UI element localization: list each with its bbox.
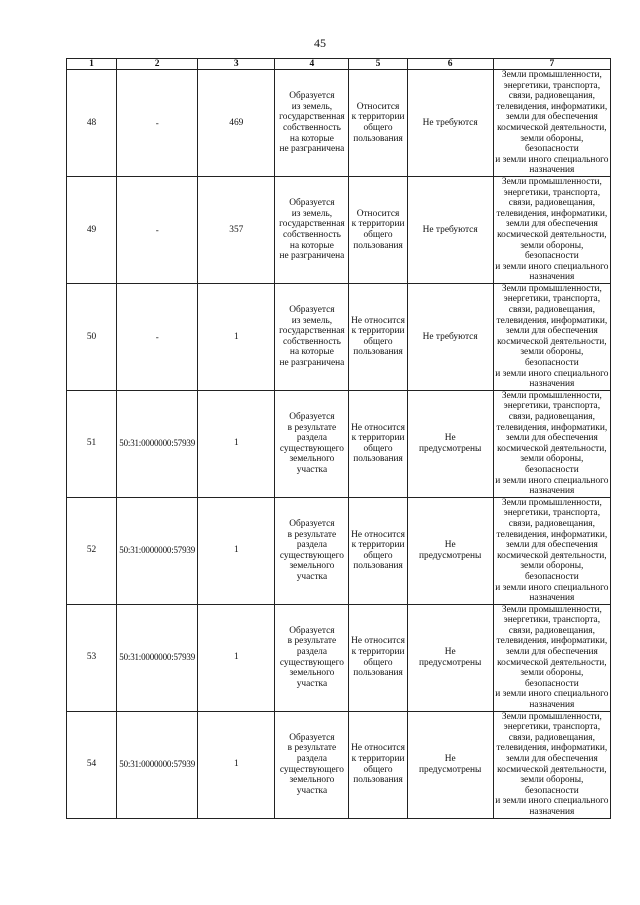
cadastral-number: 50:31:0000000:57939 xyxy=(117,390,198,497)
cadastral-number: 50:31:0000000:57939 xyxy=(117,711,198,818)
row-number: 54 xyxy=(67,711,117,818)
land-category: Земли промышленности, энергетики, транспорта, связи, радиовещания, телевидения, информатики, земли для обеспечения космической деятельности, земли обороны, безопасности и земли иного специального назначения xyxy=(493,390,610,497)
table-row xyxy=(67,70,611,177)
requirement: Не предусмотрены xyxy=(407,497,493,604)
requirement: Не требуются xyxy=(407,283,493,390)
table-row xyxy=(67,283,611,390)
formation-method: Образуется в результате раздела существующего земельного участка xyxy=(275,711,349,818)
table-row xyxy=(67,176,611,283)
requirement: Не требуются xyxy=(407,176,493,283)
territory-status: Не относится к территории общего пользования xyxy=(349,283,407,390)
table-row xyxy=(67,390,611,497)
territory-status: Не относится к территории общего пользования xyxy=(349,604,407,711)
row-number: 50 xyxy=(67,283,117,390)
row-number: 51 xyxy=(67,390,117,497)
cadastral-number: 50:31:0000000:57939 xyxy=(117,497,198,604)
page-number: 45 xyxy=(314,36,326,50)
territory-status: Относится к территории общего пользования xyxy=(349,70,407,177)
formation-method: Образуется в результате раздела существующего земельного участка xyxy=(275,604,349,711)
header-col-4: 4 xyxy=(275,59,349,70)
table-row xyxy=(67,711,611,818)
formation-method: Образуется из земель, государственная собственность на которые не разграничена xyxy=(275,283,349,390)
requirement: Не требуются xyxy=(407,70,493,177)
row-number: 48 xyxy=(67,70,117,177)
territory-status: Не относится к территории общего пользования xyxy=(349,497,407,604)
land-plots-table xyxy=(66,58,611,819)
area: 357 xyxy=(198,176,275,283)
requirement: Не предусмотрены xyxy=(407,390,493,497)
formation-method: Образуется в результате раздела существующего земельного участка xyxy=(275,497,349,604)
cadastral-number: - xyxy=(117,283,198,390)
formation-method: Образуется из земель, государственная собственность на которые не разграничена xyxy=(275,176,349,283)
land-category: Земли промышленности, энергетики, транспорта, связи, радиовещания, телевидения, информатики, земли для обеспечения космической деятельности, земли обороны, безопасности и земли иного специального назначения xyxy=(493,711,610,818)
formation-method: Образуется в результате раздела существующего земельного участка xyxy=(275,390,349,497)
land-category: Земли промышленности, энергетики, транспорта, связи, радиовещания, телевидения, информатики, земли для обеспечения космической деятельности, земли обороны, безопасности и земли иного специального назначения xyxy=(493,604,610,711)
header-col-2: 2 xyxy=(117,59,198,70)
row-number: 49 xyxy=(67,176,117,283)
requirement: Не предусмотрены xyxy=(407,711,493,818)
area: 469 xyxy=(198,70,275,177)
header-row xyxy=(67,59,611,70)
area: 1 xyxy=(198,283,275,390)
header-col-1: 1 xyxy=(67,59,117,70)
header-col-3: 3 xyxy=(198,59,275,70)
table-row xyxy=(67,497,611,604)
area: 1 xyxy=(198,604,275,711)
land-category: Земли промышленности, энергетики, транспорта, связи, радиовещания, телевидения, информатики, земли для обеспечения космической деятельности, земли обороны, безопасности и земли иного специального назначения xyxy=(493,497,610,604)
land-category: Земли промышленности, энергетики, транспорта, связи, радиовещания, телевидения, информатики, земли для обеспечения космической деятельности, земли обороны, безопасности и земли иного специального назначения xyxy=(493,283,610,390)
territory-status: Относится к территории общего пользования xyxy=(349,176,407,283)
territory-status: Не относится к территории общего пользования xyxy=(349,390,407,497)
land-category: Земли промышленности, энергетики, транспорта, связи, радиовещания, телевидения, информатики, земли для обеспечения космической деятельности, земли обороны, безопасности и земли иного специального назначения xyxy=(493,70,610,177)
table-row xyxy=(67,604,611,711)
cadastral-number: - xyxy=(117,70,198,177)
row-number: 53 xyxy=(67,604,117,711)
area: 1 xyxy=(198,390,275,497)
cadastral-number: 50:31:0000000:57939 xyxy=(117,604,198,711)
header-col-6: 6 xyxy=(407,59,493,70)
row-number: 52 xyxy=(67,497,117,604)
header-col-7: 7 xyxy=(493,59,610,70)
requirement: Не предусмотрены xyxy=(407,604,493,711)
cadastral-number: - xyxy=(117,176,198,283)
area: 1 xyxy=(198,497,275,604)
territory-status: Не относится к территории общего пользования xyxy=(349,711,407,818)
land-category: Земли промышленности, энергетики, транспорта, связи, радиовещания, телевидения, информатики, земли для обеспечения космической деятельности, земли обороны, безопасности и земли иного специального назначения xyxy=(493,176,610,283)
formation-method: Образуется из земель, государственная собственность на которые не разграничена xyxy=(275,70,349,177)
header-col-5: 5 xyxy=(349,59,407,70)
area: 1 xyxy=(198,711,275,818)
